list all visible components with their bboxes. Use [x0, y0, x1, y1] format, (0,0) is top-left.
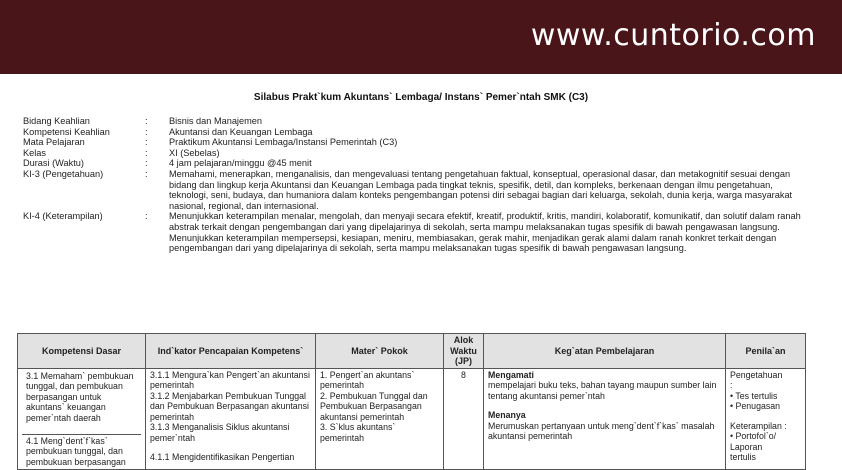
meta-row: KI-3 (Pengetahuan) : Memahami, menerapkan, menganalisis, dan mengevaluasi tentang pengetahuan faktual, konseptual, operasional dasar, dan metakognitif sesuai dengan bidang dan lingkup kerja Akuntansi dan Keuangan Lembaga pada tingkat teknis, spesifik, detil, dan kompleks, berkenaan dengan ilmu pengetahuan, teknologi, seni, budaya, dan humaniora dalam konteks pengembangan potensi diri sebagai bagian dari keluarga, sekolah, dunia kerja, warga masyarakat nasional, regional, dan internasional. — [23, 169, 813, 211]
cell-kegiatan — [484, 368, 726, 470]
document-page — [0, 74, 842, 467]
meta-row: Durasi (Waktu) : 4 jam pelajaran/minggu @45 menit — [23, 158, 813, 169]
meta-value: Menunjukkan keterampilan menalar, mengolah, dan menyaji secara efektif, kreatif, produktif, kritis, mandiri, kolaboratif, komunikatif, dan solutif dalam ranah abstrak terkait dengan pengembangan dari yang dipelajarinya di sekolah, serta mampu melaksanakan tugas spesifik di bawah pengawasan langsung. Menunjukkan keterampilan mempersepsi, kesiapan, meniru, membiasakan, gerak mahir, menjadikan gerak alami dalam ranah konkret terkait dengan pengembangan dari yang dipelajarinya di sekolah, serta mampu melaksanakan tugas spesifik di bawah pengawasan langsung. — [169, 211, 801, 254]
header-penilaian: Penila`an — [726, 334, 806, 369]
meta-label: Bidang Keahlian — [23, 116, 90, 126]
meta-row: Mata Pelajaran : Praktikum Akuntansi Lembaga/Instansi Pemerintah (C3) — [23, 137, 813, 148]
header-alokasi-waktu: Alok Waktu (JP) — [444, 334, 484, 369]
meta-label: KI-4 (Keterampilan) — [23, 211, 103, 222]
penilaian-item: Pengetahuan : • Tes tertulis • Penugasan — [730, 369, 783, 411]
kegiatan-heading: Menanya — [488, 410, 526, 420]
meta-row: Kompetensi Keahlian : Akuntansi dan Keuangan Lembaga — [23, 127, 813, 138]
cell-alokasi-waktu: 8 — [444, 368, 484, 470]
meta-value: Praktikum Akuntansi Lembaga/Instansi Pemerintah (C3) — [169, 137, 398, 148]
cell-kompetensi-dasar — [18, 368, 146, 470]
header-kegiatan: Keg`atan Pembelajaran — [484, 334, 726, 369]
meta-row: Kelas : XI (Sebelas) — [23, 148, 813, 159]
table-row — [18, 368, 806, 470]
meta-label: KI-3 (Pengetahuan) — [23, 168, 104, 179]
cell-materi-pokok: 1. Pengert`an akuntans` pemerintah 2. Pembukuan Tunggal dan Pembukuan Berpasangan akuntansi pemerintah 3. S`klus akuntans` pemerintah — [316, 368, 444, 470]
penilaian-item: Keterampilan : • Portofol`o/ Laporan tertulis — [730, 420, 787, 462]
meta-value: Akuntansi dan Keuangan Lembaga — [169, 126, 313, 137]
kd-item: 4.1 Meng`dent`f`kas` pembukuan tunggal, dan pembukuan berpasangan — [26, 435, 126, 467]
kd-item: 3.1 Memaham` pembukuan tunggal, dan pembukuan berpasangan untuk akuntans` keuangan pemer`ntah daerah — [22, 370, 141, 435]
meta-value: Memahami, menerapkan, menganalisis, dan mengevaluasi tentang pengetahuan faktual, konseptual, operasional dasar, dan metakognitif sesuai dengan bidang dan lingkup kerja Akuntansi dan Keuangan Lembaga pada tingkat teknis, spesifik, detil, dan kompleks, berkenaan dengan ilmu pengetahuan, teknologi, seni, budaya, dan humaniora dalam konteks pengembangan potensi diri sebagai bagian dari keluarga, sekolah, dunia kerja, warga masyarakat nasional, regional, dan internasional. — [169, 168, 793, 211]
header-materi-pokok: Mater` Pokok — [316, 334, 444, 369]
cell-penilaian — [726, 368, 806, 470]
cell-indikator — [146, 368, 316, 470]
syllabus-table — [17, 333, 806, 470]
table-header-row — [18, 334, 806, 369]
kegiatan-text: Merumuskan pertanyaan untuk meng`dent`f`kas` masalah akuntansi pemerintah — [488, 420, 715, 441]
ipk-item: 3.1.1 Mengura`kan Pengert`an akuntansi pemerintah 3.1.2 Menjabarkan Pembukuan Tunggal dan Pembukuan Berpasangan akuntansi pemerintah 3.1.3 Menganalisis Siklus akuntansi pemer`ntah — [150, 369, 310, 443]
syllabus-meta — [23, 116, 813, 254]
meta-row: Bidang Keahlian : Bisnis dan Manajemen — [23, 116, 813, 127]
header-kompetensi-dasar: Kompetensi Dasar — [18, 334, 146, 369]
document-title: Silabus Prakt`kum Akuntans` Lembaga/ Instans` Pemer`ntah SMK (C3) — [253, 92, 589, 103]
kegiatan-text: mempelajari buku teks, bahan tayang maupun sumber lain tentang akuntansi pemer`ntah — [488, 380, 717, 401]
meta-label: Mata Pelajaran — [23, 137, 85, 148]
site-banner — [0, 0, 842, 74]
kegiatan-heading: Mengamati — [488, 369, 534, 380]
meta-value: XI (Sebelas) — [169, 147, 220, 158]
ipk-item: 4.1.1 Mengidentifikasikan Pengertian — [150, 452, 295, 462]
site-url[interactable]: www.cuntorio.com — [530, 18, 816, 53]
header-indikator: Ind`kator Pencapaian Kompetens` — [146, 334, 316, 369]
meta-label: Durasi (Waktu) — [23, 158, 84, 169]
meta-label: Kompetensi Keahlian — [23, 126, 110, 137]
meta-value: Bisnis dan Manajemen — [169, 116, 262, 126]
meta-value: 4 jam pelajaran/minggu @45 menit — [169, 158, 312, 169]
meta-label: Kelas — [23, 147, 46, 158]
meta-row: KI-4 (Keterampilan) : Menunjukkan keterampilan menalar, mengolah, dan menyaji secara efektif, kreatif, produktif, kritis, mandiri, kolaboratif, komunikatif, dan solutif dalam ranah abstrak terkait dengan pengembangan dari yang dipelajarinya di sekolah, serta mampu melaksanakan tugas spesifik di bawah pengawasan langsung. Menunjukkan keterampilan mempersepsi, kesiapan, meniru, membiasakan, gerak mahir, menjadikan gerak alami dalam ranah konkret terkait dengan pengembangan dari yang dipelajarinya di sekolah, serta mampu melaksanakan tugas spesifik di bawah pengawasan langsung. — [23, 211, 813, 253]
